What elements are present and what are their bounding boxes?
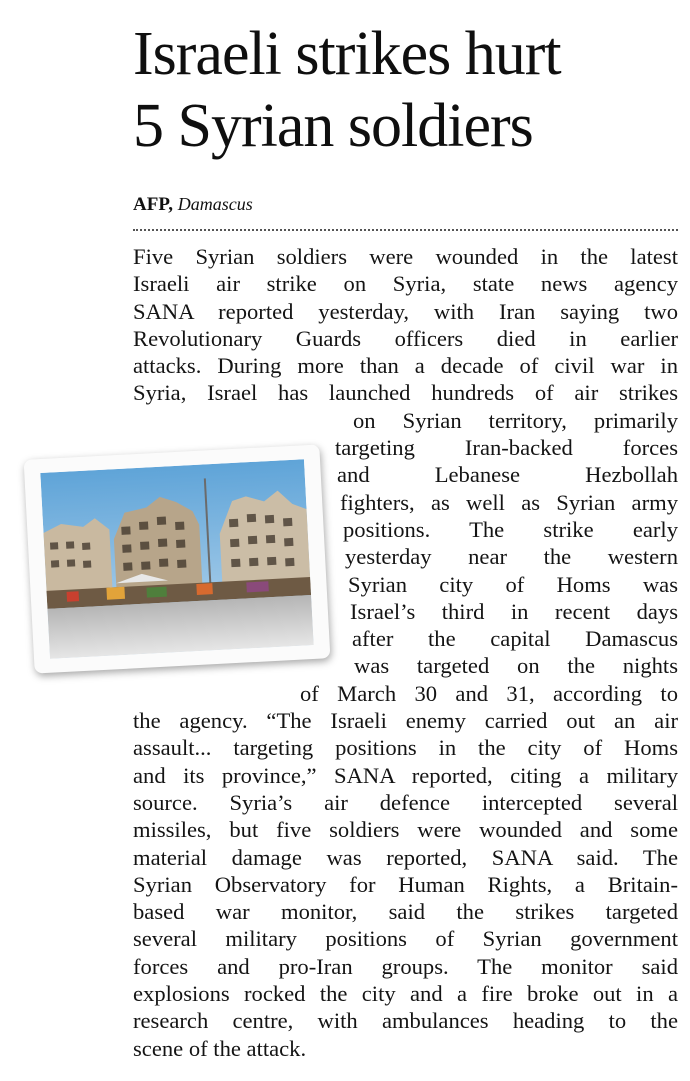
article-line: source. Syria’s air defence intercepted several [133,789,678,815]
article-line: explosions rocked the city and a fire broke out in a [133,981,678,1007]
article-line: yesterday near the western [345,544,678,570]
headline [133,18,678,162]
article-line: Israeli air strike on Syria, state news agency [133,271,678,297]
article-line: was targeted on the nights [354,653,678,679]
dotted-divider [133,229,678,231]
article-body [133,243,678,1062]
article-line: after the capital Damascus [352,626,678,652]
article-line: Five Syrian soldiers were wounded in the latest [133,244,678,269]
headline-line-1: Israeli strikes hurt [133,20,561,88]
article-line: several military positions of Syrian government [133,926,678,952]
article-line: the agency. “The Israeli enemy carried out an air [133,708,678,734]
article-line: attacks. During more than a decade of civil war in [133,353,678,379]
article-line: Syrian city of Homs was [348,571,678,597]
article-line: Syria, Israel has launched hundreds of air strikes [133,380,678,406]
article-line: SANA reported yesterday, with Iran saying two [133,298,678,324]
byline [133,192,253,217]
article-line: Syrian Observatory for Human Rights, a Britain- [133,871,678,897]
article-line: positions. The strike early [343,516,678,542]
headline-line-2: 5 Syrian soldiers [133,92,533,160]
article-line: based war monitor, said the strikes targeted [133,899,678,925]
article-line: material damage was reported, SANA said. The [133,844,678,870]
article-line: Revolutionary Guards officers died in earlier [133,325,678,351]
article-line: and its province,” SANA reported, citing a military [133,762,678,788]
article-line: targeting Iran-backed forces [335,435,678,461]
byline-agency: AFP, [133,194,173,215]
article-line: forces and pro-Iran groups. The monitor said [133,953,678,979]
article-line: Israel’s third in recent days [350,598,678,624]
article-line: of March 30 and 31, according to [300,680,678,706]
article-line: fighters, as well as Syrian army [340,489,678,515]
article-line: scene of the attack. [133,1035,307,1061]
article-line: assault... targeting positions in the city of Homs [133,735,678,761]
article-line: missiles, but five soldiers were wounded and some [133,817,678,843]
article-line: on Syrian territory, primarily [353,407,678,433]
article-line: and Lebanese Hezbollah [337,462,678,488]
article-line: research centre, with ambulances heading to the [133,1008,678,1034]
byline-city: Damascus [177,194,253,214]
